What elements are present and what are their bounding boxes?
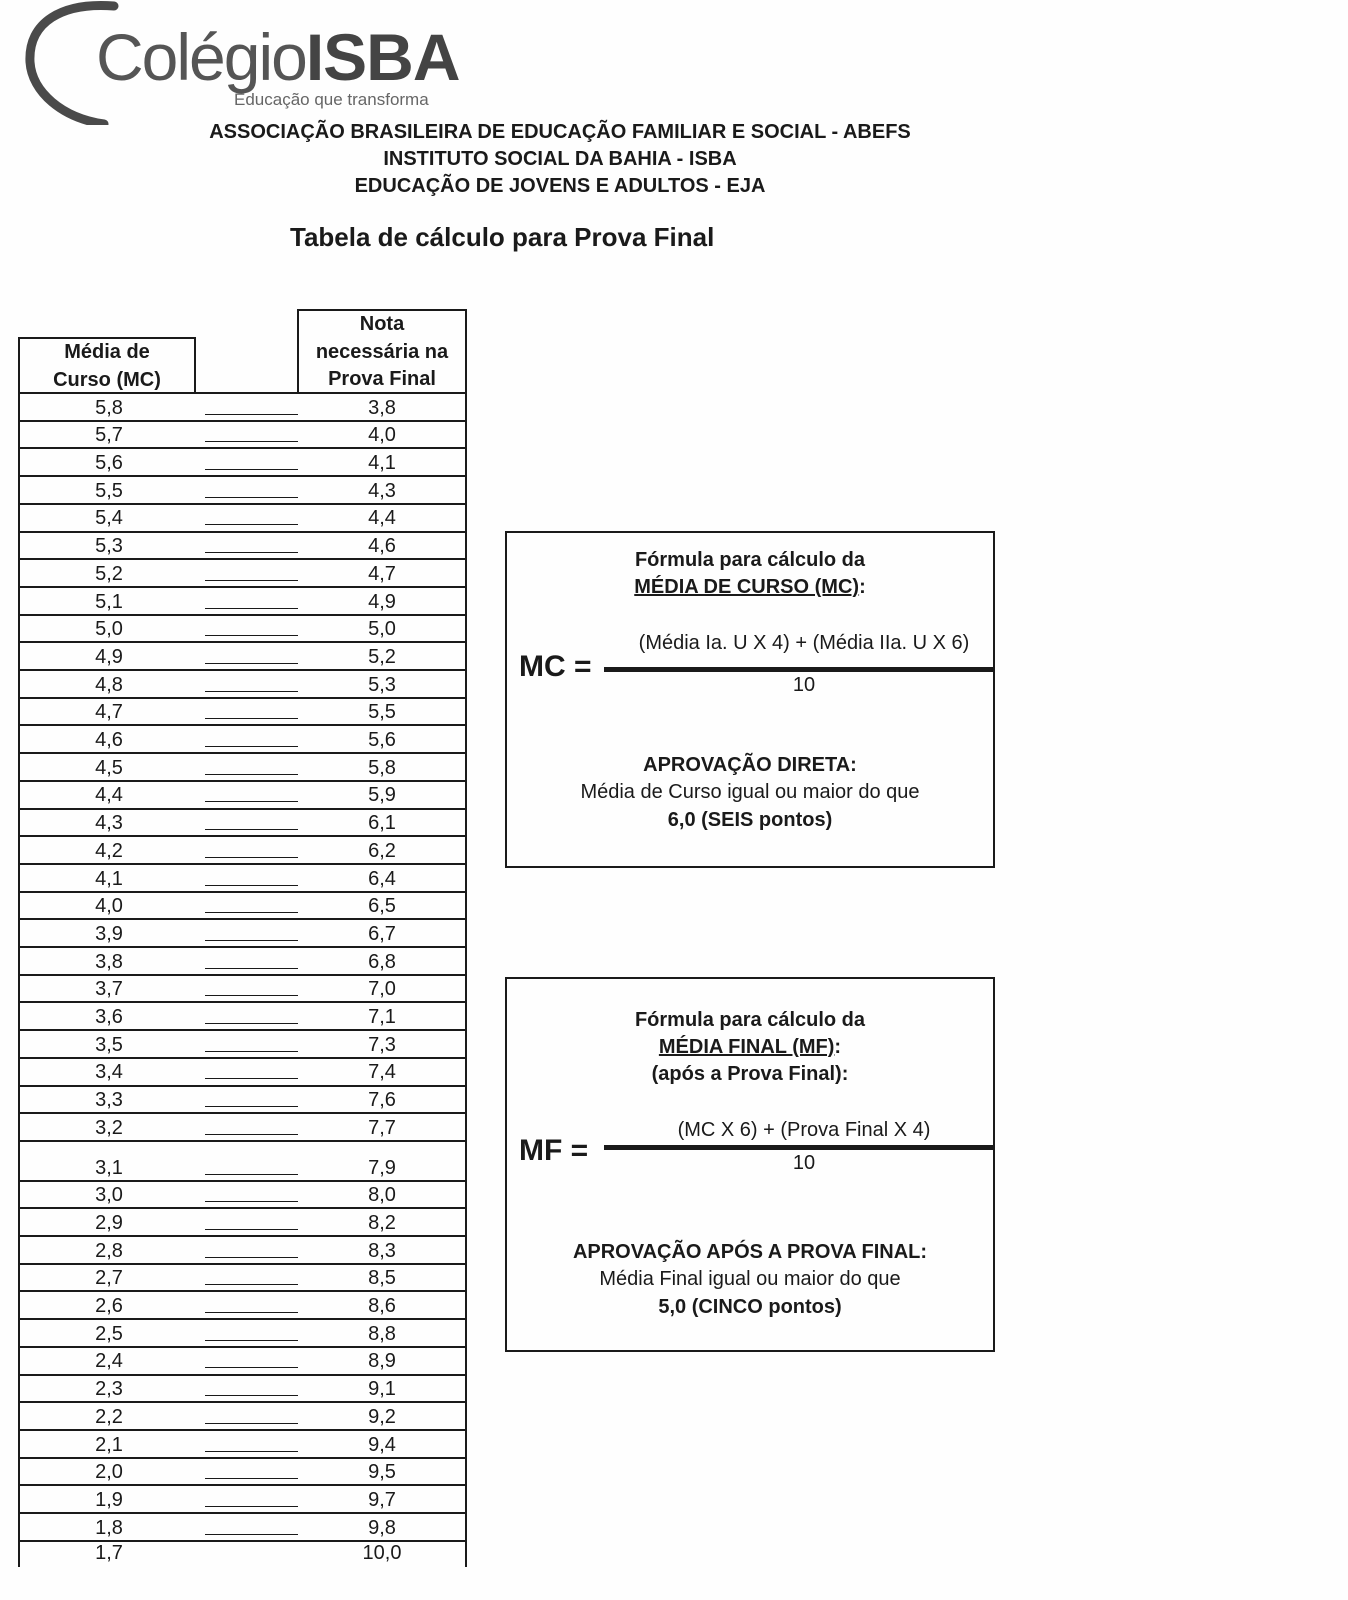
table-row bbox=[20, 918, 465, 946]
row-leader-line bbox=[205, 635, 298, 636]
logo-tagline: Educação que transforma bbox=[234, 90, 429, 109]
row-leader-line bbox=[205, 1106, 298, 1107]
row-leader-line bbox=[205, 1284, 298, 1285]
header-line-2: INSTITUTO SOCIAL DA BAHIA - ISBA bbox=[383, 148, 737, 170]
mc-value: 3,3 bbox=[95, 1089, 123, 1112]
table-row bbox=[20, 1374, 465, 1402]
mf-formula-subject: MÉDIA FINAL (MF) bbox=[658, 1036, 835, 1058]
mc-value: 2,7 bbox=[95, 1267, 123, 1290]
pf-value: 7,1 bbox=[368, 1006, 396, 1029]
pf-value: 9,8 bbox=[368, 1516, 396, 1539]
pf-value: 6,5 bbox=[368, 895, 396, 918]
pf-value: 7,4 bbox=[368, 1061, 396, 1084]
mc-value: 2,4 bbox=[95, 1350, 123, 1373]
mf-formula-subject-suffix: : bbox=[834, 1036, 842, 1058]
pf-value: 7,7 bbox=[368, 1116, 396, 1139]
pf-value: 6,8 bbox=[368, 950, 396, 973]
pf-value: 8,8 bbox=[368, 1322, 396, 1345]
mc-approval-text: Média de Curso igual ou maior do que bbox=[580, 781, 920, 803]
school-logo bbox=[22, 0, 460, 122]
mc-formula-intro: Fórmula para cálculo da bbox=[634, 549, 866, 571]
mc-value: 5,0 bbox=[95, 618, 123, 641]
row-leader-line bbox=[205, 663, 298, 664]
mc-value: 3,1 bbox=[95, 1156, 123, 1179]
mc-formula-subject: MÉDIA DE CURSO (MC) bbox=[634, 576, 860, 598]
mc-value: 2,8 bbox=[95, 1239, 123, 1262]
mc-approval-title: APROVAÇÃO DIRETA: bbox=[643, 754, 857, 776]
mc-value: 5,3 bbox=[95, 535, 123, 558]
pf-value: 6,2 bbox=[368, 839, 396, 862]
table-row bbox=[20, 697, 465, 725]
mc-value: 2,3 bbox=[95, 1378, 123, 1401]
table-row bbox=[20, 1401, 465, 1429]
row-leader-line bbox=[205, 885, 298, 886]
mc-value: 4,2 bbox=[95, 839, 123, 862]
pf-value: 8,2 bbox=[368, 1211, 396, 1234]
mc-header-line: Média de bbox=[64, 341, 150, 363]
row-leader-line bbox=[205, 1229, 298, 1230]
mc-value: 1,9 bbox=[95, 1488, 123, 1511]
pf-value: 8,5 bbox=[368, 1267, 396, 1290]
table-row bbox=[20, 1263, 465, 1291]
mc-value: 4,7 bbox=[95, 701, 123, 724]
mc-value: 4,4 bbox=[95, 784, 123, 807]
logo-wordmark bbox=[96, 20, 460, 94]
row-leader-line bbox=[205, 1023, 298, 1024]
row-leader-line bbox=[205, 1478, 298, 1479]
row-leader-line bbox=[205, 1395, 298, 1396]
row-leader-line bbox=[205, 829, 298, 830]
table-row bbox=[20, 1318, 465, 1346]
mc-formula-box bbox=[505, 531, 995, 868]
table-row bbox=[20, 1540, 465, 1566]
pf-value: 9,4 bbox=[368, 1433, 396, 1456]
mc-value: 2,2 bbox=[95, 1405, 123, 1428]
row-leader-line bbox=[205, 552, 298, 553]
row-leader-line bbox=[205, 774, 298, 775]
header-line-3: EDUCAÇÃO DE JOVENS E ADULTOS - EJA bbox=[354, 175, 766, 197]
mf-formula-subject-line bbox=[507, 1036, 993, 1059]
row-leader-line bbox=[205, 691, 298, 692]
mc-value: 4,8 bbox=[95, 673, 123, 696]
pf-value: 5,6 bbox=[368, 729, 396, 752]
mf-formula-box bbox=[505, 977, 995, 1352]
row-leader-line bbox=[205, 1506, 298, 1507]
mc-approval-value: 6,0 (SEIS pontos) bbox=[667, 809, 833, 831]
row-leader-line bbox=[205, 1312, 298, 1313]
table-row bbox=[20, 392, 465, 420]
mc-formula-subject-suffix: : bbox=[859, 576, 866, 598]
mc-value: 4,1 bbox=[95, 867, 123, 890]
table-row bbox=[20, 1085, 465, 1113]
row-leader-line bbox=[205, 1534, 298, 1535]
pf-value: 8,6 bbox=[368, 1295, 396, 1318]
pf-header-line: Nota bbox=[359, 313, 405, 335]
pf-value: 5,8 bbox=[368, 756, 396, 779]
pf-value: 9,2 bbox=[368, 1405, 396, 1428]
mc-value: 4,0 bbox=[95, 895, 123, 918]
pf-value: 6,7 bbox=[368, 922, 396, 945]
pf-header-line: Prova Final bbox=[328, 368, 436, 390]
row-leader-line bbox=[205, 1423, 298, 1424]
row-leader-line bbox=[205, 1340, 298, 1341]
mc-value: 5,6 bbox=[95, 452, 123, 475]
table-row bbox=[20, 1346, 465, 1374]
pf-value: 10,0 bbox=[362, 1542, 402, 1565]
mc-value: 5,4 bbox=[95, 507, 123, 530]
table-row bbox=[20, 1484, 465, 1512]
table-row bbox=[20, 641, 465, 669]
mf-fraction-line bbox=[604, 1145, 995, 1150]
table-row bbox=[20, 808, 465, 836]
table-row bbox=[20, 946, 465, 974]
row-leader-line bbox=[205, 580, 298, 581]
table-row bbox=[20, 614, 465, 642]
mc-value: 2,0 bbox=[95, 1461, 123, 1484]
table-row bbox=[20, 1140, 465, 1180]
pf-value: 4,4 bbox=[368, 507, 396, 530]
pf-value: 9,5 bbox=[368, 1461, 396, 1484]
mc-value: 2,1 bbox=[95, 1433, 123, 1456]
mc-column-header-text bbox=[20, 339, 194, 394]
pf-value: 8,9 bbox=[368, 1350, 396, 1373]
mc-formula-subject-line bbox=[507, 576, 993, 599]
mc-value: 3,2 bbox=[95, 1116, 123, 1139]
mc-value: 4,6 bbox=[95, 729, 123, 752]
table-row bbox=[20, 724, 465, 752]
mf-formula-intro: Fórmula para cálculo da bbox=[634, 1009, 866, 1031]
table-row bbox=[20, 752, 465, 780]
mc-value: 3,4 bbox=[95, 1061, 123, 1084]
row-leader-line bbox=[205, 1201, 298, 1202]
row-leader-line bbox=[205, 912, 298, 913]
table-row bbox=[20, 1207, 465, 1235]
table-row bbox=[20, 891, 465, 919]
mf-approval-title: APROVAÇÃO APÓS A PROVA FINAL: bbox=[572, 1241, 928, 1263]
table-row bbox=[20, 1512, 465, 1540]
table-row bbox=[20, 1029, 465, 1057]
pf-value: 6,1 bbox=[368, 812, 396, 835]
pf-value: 4,1 bbox=[368, 452, 396, 475]
pf-value: 5,3 bbox=[368, 673, 396, 696]
pf-column-header-text bbox=[299, 311, 465, 394]
table-row bbox=[20, 863, 465, 891]
row-leader-line bbox=[205, 1051, 298, 1052]
pf-value: 5,2 bbox=[368, 645, 396, 668]
mc-value: 1,8 bbox=[95, 1516, 123, 1539]
row-leader-line bbox=[205, 718, 298, 719]
table-row bbox=[20, 503, 465, 531]
logo-brand-bold: ISBA bbox=[305, 20, 460, 94]
row-leader-line bbox=[205, 1451, 298, 1452]
table-row bbox=[20, 531, 465, 559]
mc-formula-numerator: (Média Ia. U X 4) + (Média IIa. U X 6) bbox=[638, 632, 970, 654]
row-leader-line bbox=[205, 1367, 298, 1368]
table-row bbox=[20, 1290, 465, 1318]
mc-value: 3,8 bbox=[95, 950, 123, 973]
mc-value: 4,5 bbox=[95, 756, 123, 779]
row-leader-line bbox=[205, 801, 298, 802]
table-row bbox=[20, 974, 465, 1002]
mf-formula-numerator: (MC X 6) + (Prova Final X 4) bbox=[677, 1119, 931, 1141]
table-row bbox=[20, 1112, 465, 1140]
mf-approval-value: 5,0 (CINCO pontos) bbox=[658, 1296, 842, 1318]
pf-value: 7,6 bbox=[368, 1089, 396, 1112]
table-row bbox=[20, 1057, 465, 1085]
mc-value: 3,7 bbox=[95, 978, 123, 1001]
pf-value: 5,5 bbox=[368, 701, 396, 724]
row-leader-line bbox=[205, 608, 298, 609]
mc-value: 3,5 bbox=[95, 1033, 123, 1056]
mc-value: 2,9 bbox=[95, 1211, 123, 1234]
header-line-1: ASSOCIAÇÃO BRASILEIRA DE EDUCAÇÃO FAMILIAR E SOCIAL - ABEFS bbox=[209, 121, 911, 143]
table-row bbox=[20, 1235, 465, 1263]
pf-value: 5,9 bbox=[368, 784, 396, 807]
pf-value: 7,0 bbox=[368, 978, 396, 1001]
mc-value: 5,8 bbox=[95, 396, 123, 419]
row-leader-line bbox=[205, 995, 298, 996]
pf-header-line: necessária na bbox=[315, 340, 449, 363]
mc-value: 2,6 bbox=[95, 1295, 123, 1318]
table-row bbox=[20, 475, 465, 503]
pf-value: 6,4 bbox=[368, 867, 396, 890]
row-leader-line bbox=[205, 1257, 298, 1258]
pf-value: 8,3 bbox=[368, 1239, 396, 1262]
pf-value: 5,0 bbox=[368, 618, 396, 641]
mc-value: 4,3 bbox=[95, 812, 123, 835]
row-leader-line bbox=[205, 1174, 298, 1175]
row-leader-line bbox=[205, 469, 298, 470]
mc-value: 2,5 bbox=[95, 1322, 123, 1345]
table-row bbox=[20, 835, 465, 863]
mc-header-line: Curso (MC) bbox=[53, 368, 161, 391]
table-row bbox=[20, 780, 465, 808]
table-row bbox=[20, 1001, 465, 1029]
row-leader-line bbox=[205, 1134, 298, 1135]
pf-value: 8,0 bbox=[368, 1184, 396, 1207]
row-leader-line bbox=[205, 940, 298, 941]
mc-value: 5,1 bbox=[95, 590, 123, 613]
mc-value: 3,6 bbox=[95, 1006, 123, 1029]
table-row bbox=[20, 1429, 465, 1457]
mf-formula-note: (após a Prova Final): bbox=[651, 1063, 849, 1085]
mc-value: 1,7 bbox=[95, 1542, 123, 1565]
table-row bbox=[20, 1180, 465, 1208]
grade-table bbox=[18, 392, 467, 1567]
pf-value: 4,9 bbox=[368, 590, 396, 613]
pf-value: 4,3 bbox=[368, 479, 396, 502]
mf-approval-text: Média Final igual ou maior do que bbox=[599, 1268, 901, 1290]
mc-value: 5,2 bbox=[95, 562, 123, 585]
pf-value: 4,0 bbox=[368, 424, 396, 447]
mc-value: 5,7 bbox=[95, 424, 123, 447]
mc-formula-label: MC = bbox=[519, 650, 592, 683]
mc-value: 4,9 bbox=[95, 645, 123, 668]
table-row bbox=[20, 1457, 465, 1485]
pf-value: 4,6 bbox=[368, 535, 396, 558]
row-leader-line bbox=[205, 414, 298, 415]
pf-value: 9,1 bbox=[368, 1378, 396, 1401]
pf-value: 4,7 bbox=[368, 562, 396, 585]
page-title: Tabela de cálculo para Prova Final bbox=[290, 222, 715, 252]
mc-fraction-line bbox=[604, 667, 995, 672]
mf-formula-label: MF = bbox=[519, 1134, 589, 1167]
row-leader-line bbox=[205, 968, 298, 969]
pf-column-header bbox=[297, 309, 467, 392]
pf-value: 9,7 bbox=[368, 1488, 396, 1511]
mf-formula-denominator: 10 bbox=[792, 1152, 816, 1174]
pf-value: 7,9 bbox=[368, 1156, 396, 1179]
pf-value: 3,8 bbox=[368, 396, 396, 419]
row-leader-line bbox=[205, 524, 298, 525]
row-leader-line bbox=[205, 497, 298, 498]
table-row bbox=[20, 447, 465, 475]
table-row bbox=[20, 586, 465, 614]
mc-value: 3,9 bbox=[95, 922, 123, 945]
pf-value: 7,3 bbox=[368, 1033, 396, 1056]
logo-brand-light: Colégio bbox=[96, 20, 306, 94]
table-row bbox=[20, 558, 465, 586]
row-leader-line bbox=[205, 441, 298, 442]
mc-column-header bbox=[18, 337, 196, 392]
mc-value: 3,0 bbox=[95, 1184, 123, 1207]
mc-formula-denominator: 10 bbox=[792, 674, 816, 696]
mc-value: 5,5 bbox=[95, 479, 123, 502]
row-leader-line bbox=[205, 857, 298, 858]
row-leader-line bbox=[205, 746, 298, 747]
table-row bbox=[20, 669, 465, 697]
row-leader-line bbox=[205, 1078, 298, 1079]
table-row bbox=[20, 420, 465, 448]
